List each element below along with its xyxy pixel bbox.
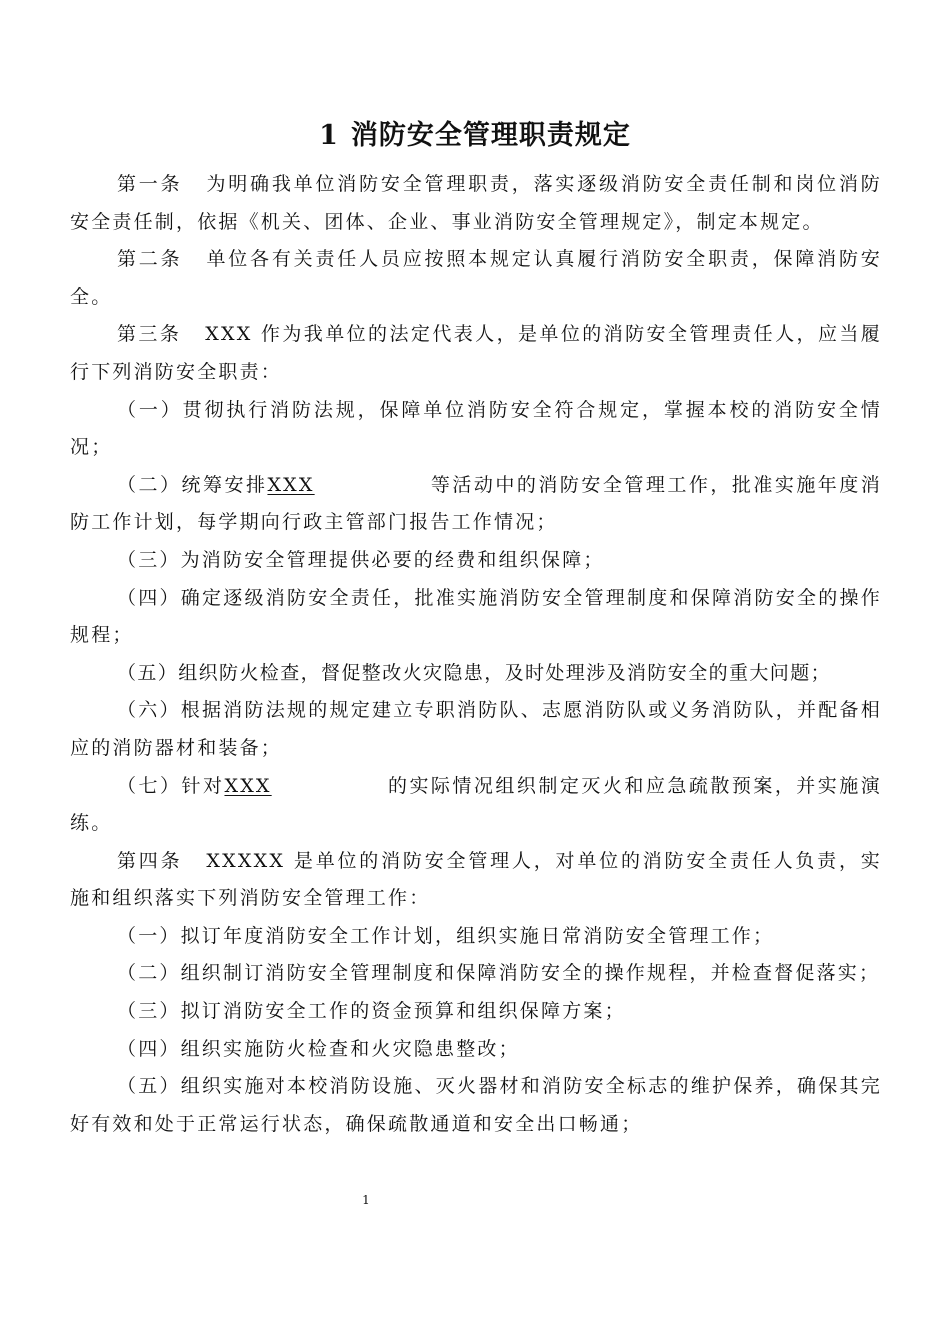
article-4 [70,843,882,918]
article-3-item-3: （三）为消防安全管理提供必要的经费和组织保障； [117,548,605,571]
article-label: 第四条 [117,849,183,872]
article-text: XXX 作为我单位的法定代表人，是单位的消防安全管理责任人，应当履行下列消防安全职责： [70,323,882,383]
article-3-item-5: （五）组织防火检查，督促整改火灾隐患，及时处理涉及消防安全的重大问题； [117,661,832,684]
fill-in-blank [267,474,430,496]
item-text-pre: （七）针对 [117,774,225,797]
page-number: 1 [362,1193,370,1207]
article-4-item-2: （二）组织制订消防安全管理制度和保障消防安全的操作规程，并检查督促落实； [117,962,881,985]
item-text-post: 的实际情况组织制定灭火和应急疏散预案，并实施演练。 [70,774,882,835]
article-text: 为明确我单位消防安全管理职责，落实逐级消防安全责任制和岗位消防安全责任制，依据《机关、团体、企业、事业消防安全管理规定》，制定本规定。 [70,173,882,233]
article-label: 第二条 [117,248,183,271]
article-3-item-6: （六）根据消防法规的规定建立专职消防队、志愿消防队或义务消防队，并配备相应的消防器材和装备； [70,699,882,759]
article-text: 单位各有关责任人员应按照本规定认真履行消防安全职责，保障消防安全。 [70,248,882,308]
title-number: 1 [319,120,339,151]
blank-value: XXX [224,774,272,797]
article-1 [70,166,882,241]
article-3-item-1: （一）贯彻执行消防法规，保障单位消防安全符合规定，掌握本校的消防安全情况； [70,398,882,459]
page-title [0,118,950,154]
document-body [70,166,882,1143]
article-4-item-3: （三）拟订消防安全工作的资金预算和组织保障方案； [117,1000,626,1023]
article-label: 第三条 [117,323,182,346]
item-text-pre: （二）统筹安排 [117,473,268,496]
article-4-item-5: （五）组织实施对本校消防设施、灭火器材和消防安全标志的维护保养，确保其完好有效和处于正常运行状态，确保疏散通道和安全出口畅通； [70,1075,882,1135]
article-3-item-4: （四）确定逐级消防安全责任，批准实施消防安全管理制度和保障消防安全的操作规程； [70,586,882,647]
article-3 [70,316,882,391]
item-text-post: 等活动中的消防安全管理工作，批准实施年度消防工作计划，每学期向行政主管部门报告工作情况； [70,473,882,534]
article-3-item-7 [70,768,882,843]
article-2 [70,241,882,316]
article-label: 第一条 [117,173,183,195]
article-3-item-2 [70,467,882,542]
article-text: XXXXX 是单位的消防安全管理人，对单位的消防安全责任人负责，实施和组织落实下列消防安全管理工作： [70,849,882,910]
article-4-item-1: （一）拟订年度消防安全工作计划，组织实施日常消防安全管理工作； [117,924,775,947]
blank-value: XXX [267,473,315,496]
article-4-item-4: （四）组织实施防火检查和火灾隐患整改； [117,1037,520,1060]
title-text: 消防安全管理职责规定 [350,120,631,151]
fill-in-blank [224,775,387,797]
